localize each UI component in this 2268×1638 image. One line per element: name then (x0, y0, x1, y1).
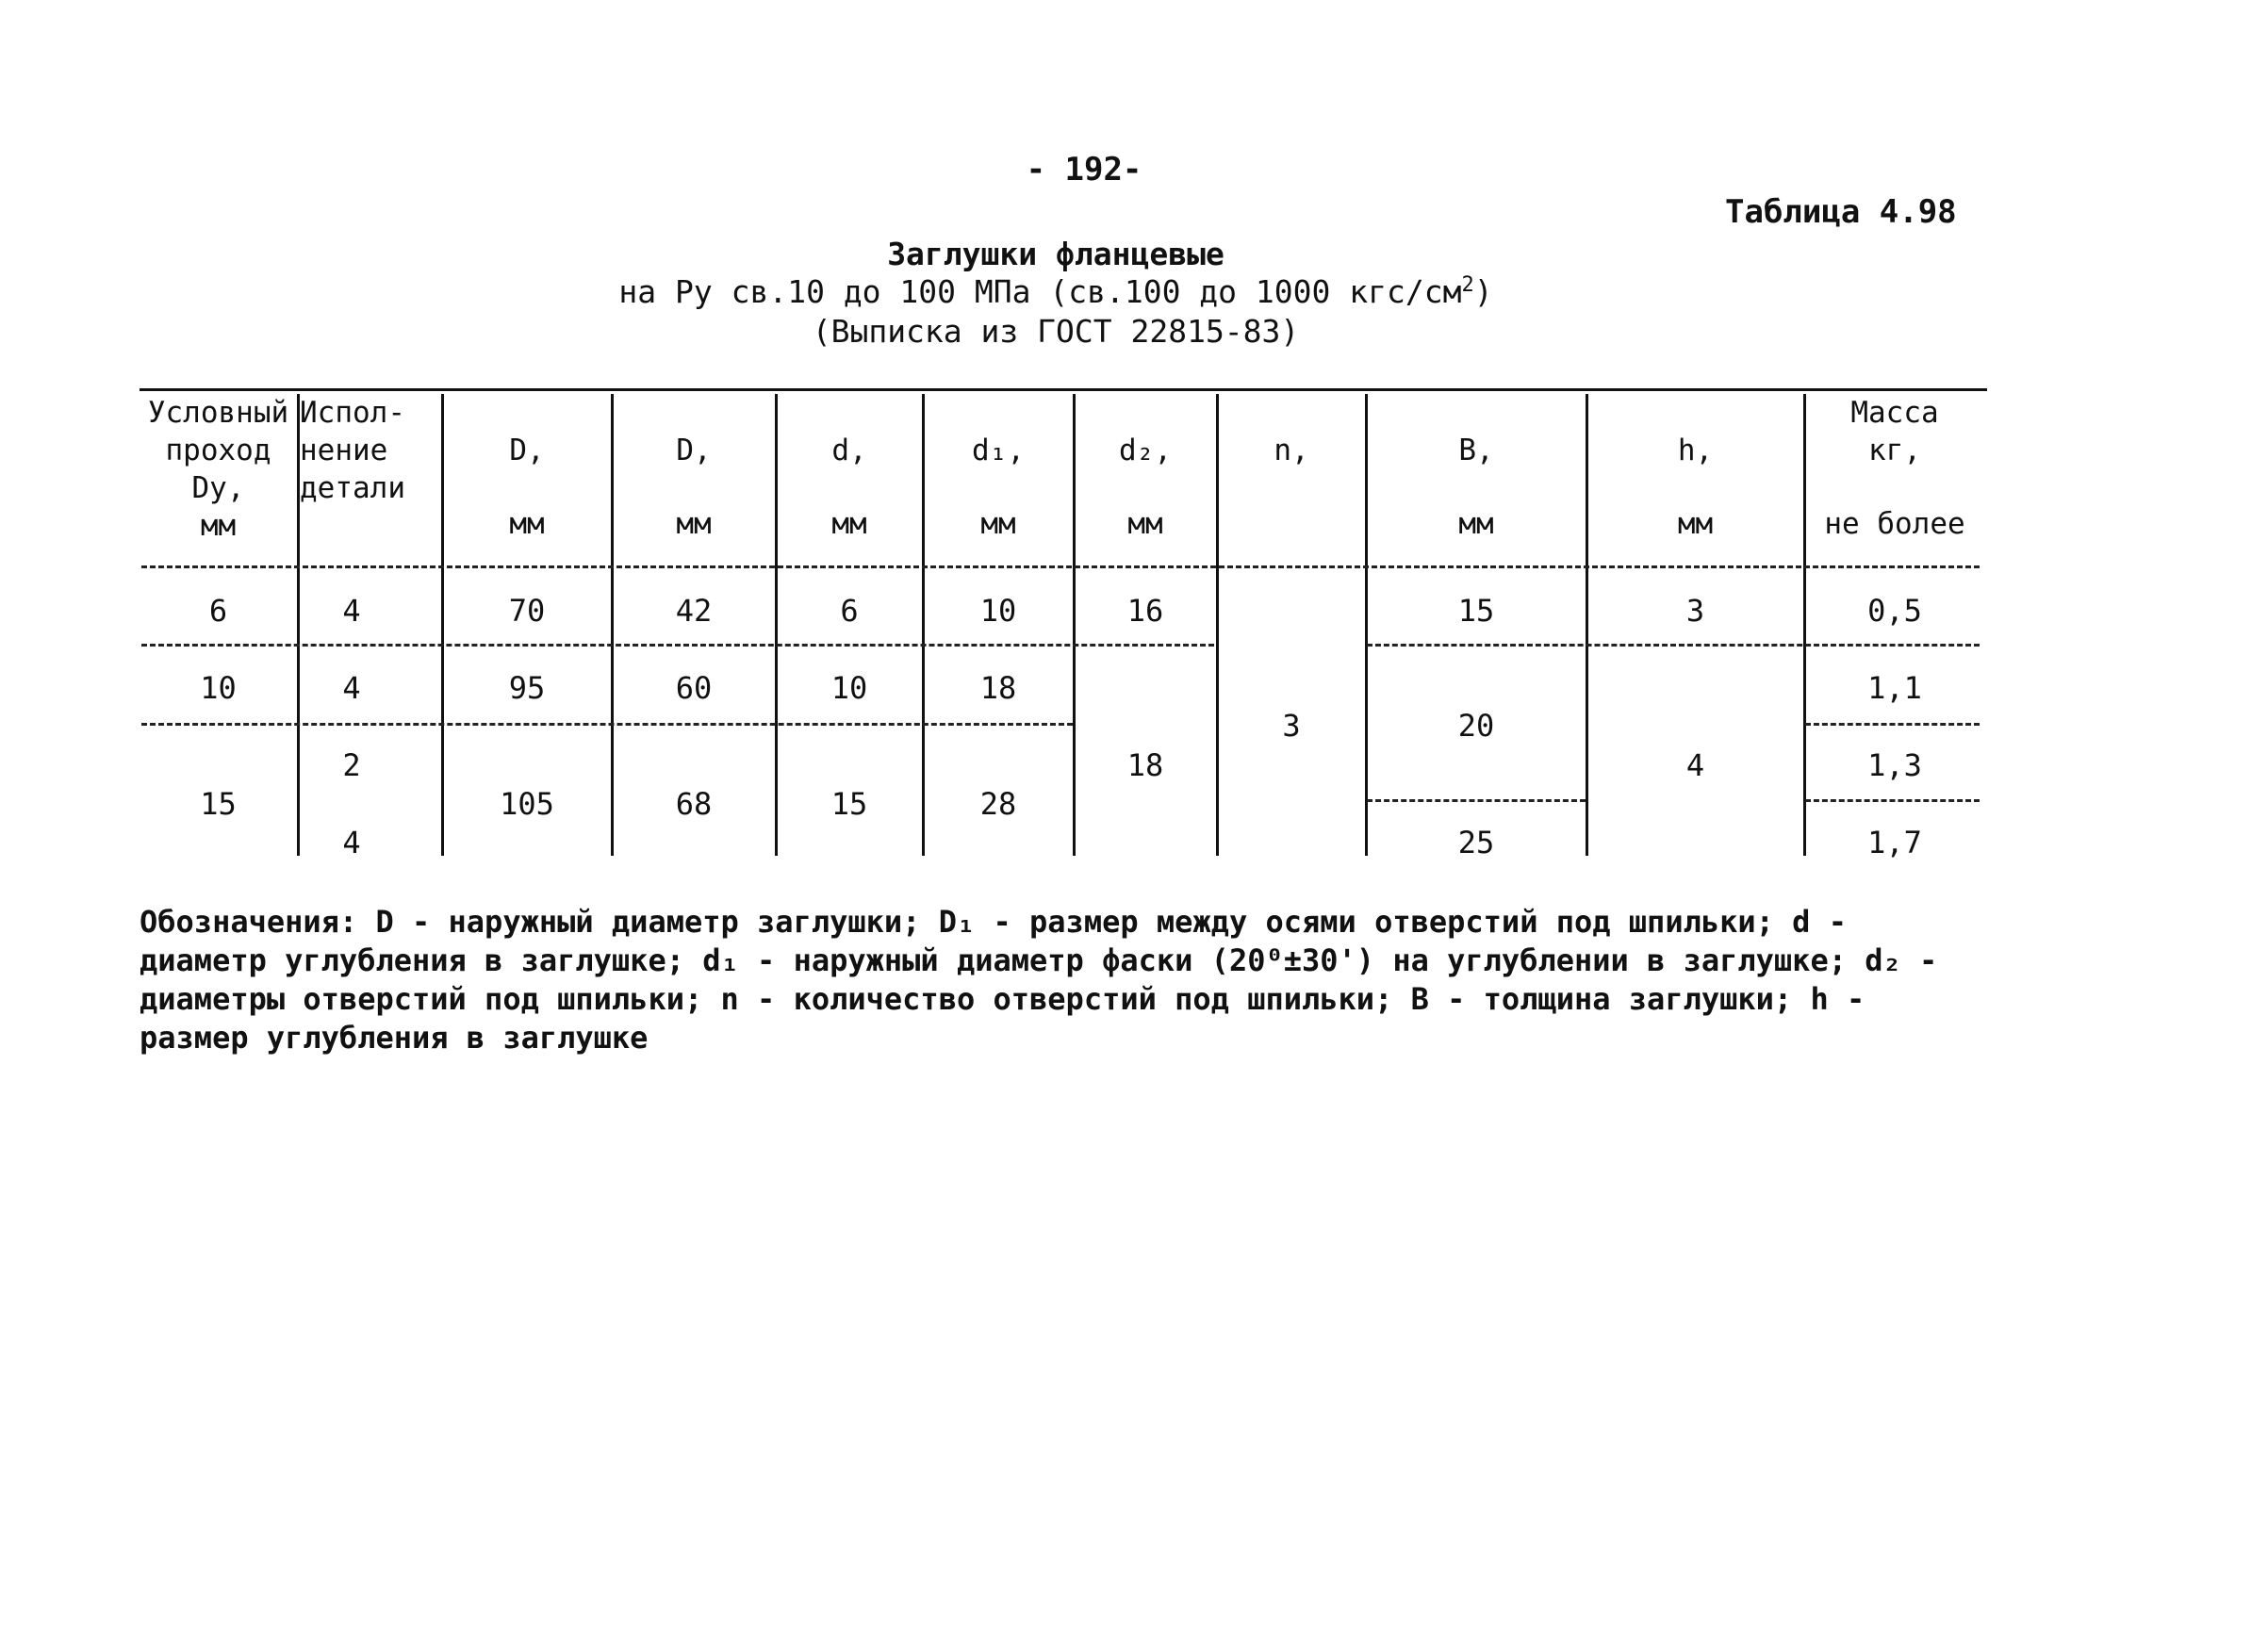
subtitle-text: на Ру св.10 до 100 МПа (св.100 до 1000 кгс/см (618, 273, 1462, 310)
cell-d2: 16 (1126, 593, 1164, 629)
header-d1 (924, 432, 1073, 543)
cell-ispoln: 4 (342, 593, 361, 629)
header-line: d₂, (1119, 434, 1172, 467)
header-d2 (1075, 432, 1216, 543)
legend-text: Обозначения: D - наружный диаметр заглушки; D₁ - размер между осями отверстий под шпильки; d - диаметр углубления в заглушке; d₁ - наружный диаметр фаски (20⁰±30') на углублении в заглушке; d₂ - диаметры отверстий под шпильки; n - количество отверстий под шпильки; B - толщина заглушки; h - размер углубления в заглушке (140, 904, 1938, 1056)
table-title: Заглушки фланцевые (887, 236, 1224, 272)
cell-D1: 60 (675, 670, 713, 706)
cell-h: 3 (1685, 593, 1705, 629)
header-ispoln (300, 394, 441, 507)
row-rule (1367, 644, 1980, 647)
row-rule (1367, 799, 1586, 802)
cell-dy: 10 (200, 670, 237, 706)
header-B (1367, 432, 1586, 543)
header-line: мм (1677, 507, 1714, 541)
header-line: d, (831, 434, 867, 467)
cell-D: 70 (508, 593, 546, 629)
cell-ispoln: 2 (342, 747, 361, 783)
header-line: нение (300, 434, 388, 467)
subtitle-suffix: ) (1473, 273, 1493, 310)
row-rule (1805, 799, 1980, 802)
cell-mass: 0,5 (1867, 593, 1922, 629)
cell-d1: 18 (979, 670, 1017, 706)
cell-mass: 1,1 (1867, 670, 1922, 706)
header-n (1218, 432, 1365, 469)
cell-d: 10 (830, 670, 868, 706)
header-line: h, (1677, 434, 1714, 467)
cell-n: 3 (1282, 708, 1301, 744)
cell-d1: 28 (979, 786, 1017, 822)
header-line: D, (509, 434, 545, 467)
page-number: - 192- (1026, 151, 1142, 188)
cell-d: 15 (830, 786, 868, 822)
cell-d1: 10 (979, 593, 1017, 629)
cell-D1: 68 (675, 786, 713, 822)
cell-D: 105 (500, 786, 554, 822)
header-line: B, (1458, 434, 1494, 467)
header-line: мм (831, 507, 867, 541)
header-line: мм (676, 507, 712, 541)
header-line: Условный (147, 396, 289, 430)
header-D (443, 432, 611, 543)
header-line: мм (509, 507, 545, 541)
header-line: не более (1824, 507, 1965, 541)
header-line: мм (200, 509, 237, 543)
cell-dy: 6 (208, 593, 228, 629)
header-line: мм (980, 507, 1016, 541)
header-d (777, 432, 922, 543)
table-source: (Выписка из ГОСТ 22815-83) (812, 313, 1300, 350)
table-label: Таблица 4.98 (1725, 193, 1957, 231)
cell-ispoln: 4 (342, 670, 361, 706)
header-line: детали (300, 471, 405, 505)
cell-dy: 15 (200, 786, 237, 822)
cell-B: 25 (1457, 825, 1495, 860)
cell-mass: 1,3 (1867, 747, 1922, 783)
header-D1 (613, 432, 775, 543)
cell-d2: 18 (1126, 747, 1164, 783)
header-line: Масса (1850, 396, 1939, 430)
cell-ispoln: 4 (342, 825, 361, 860)
header-dy (140, 394, 297, 545)
subtitle-sup: 2 (1461, 273, 1474, 297)
cell-D: 95 (508, 670, 546, 706)
header-rule (141, 565, 1980, 568)
header-line: Dy, (191, 471, 245, 505)
table-subtitle (283, 273, 1829, 310)
header-line: мм (1127, 507, 1163, 541)
cell-B: 20 (1457, 708, 1495, 744)
row-rule (141, 723, 1073, 726)
header-line: D, (676, 434, 712, 467)
row-rule (141, 644, 1214, 647)
cell-mass: 1,7 (1867, 825, 1922, 860)
header-line: Испол- (300, 396, 405, 430)
header-line: мм (1458, 507, 1494, 541)
header-line: d₁, (972, 434, 1025, 467)
cell-D1: 42 (675, 593, 713, 629)
table-top-rule (140, 388, 1987, 391)
cell-B: 15 (1457, 593, 1495, 629)
row-rule (1805, 723, 1980, 726)
header-line: проход (165, 434, 271, 467)
header-h (1587, 432, 1803, 543)
header-mass (1805, 394, 1984, 543)
header-line: n, (1274, 434, 1309, 467)
cell-h: 4 (1685, 747, 1705, 783)
cell-d: 6 (840, 593, 859, 629)
header-line: кг, (1868, 434, 1921, 467)
